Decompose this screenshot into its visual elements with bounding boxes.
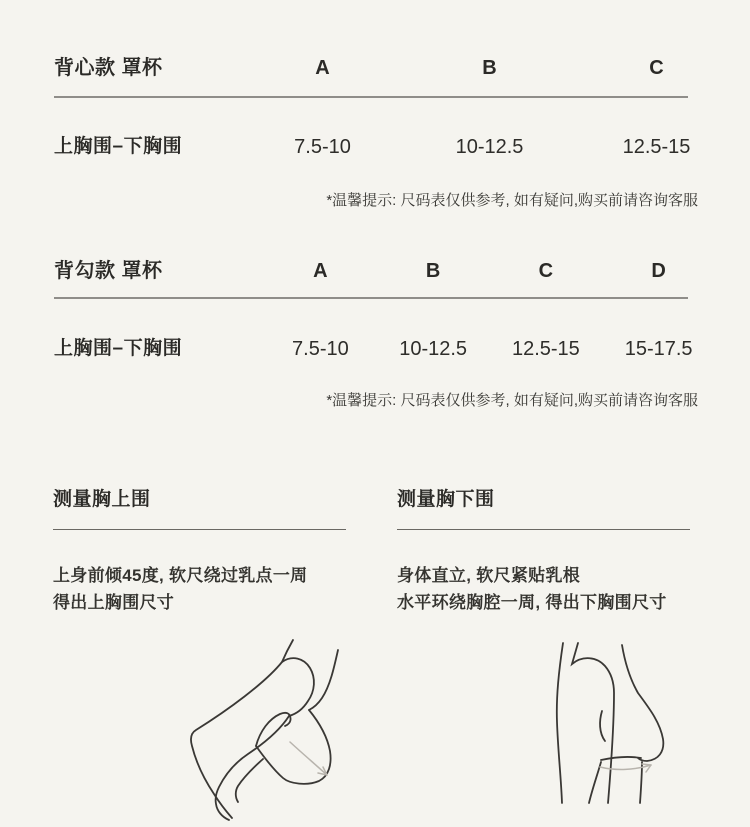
hook-value-d: 15-17.5 — [624, 338, 693, 360]
hook-value-c: 12.5-15 — [511, 338, 580, 360]
hook-table-note: *温馨提示: 尺码表仅供参考, 如有疑问,购买前请咨询客服 — [326, 392, 698, 409]
vest-row-label: 上胸围–下胸围 — [54, 136, 183, 157]
vest-col-a: A — [315, 57, 330, 79]
hook-col-b: B — [425, 260, 441, 282]
vest-value-a: 7.5-10 — [294, 136, 351, 158]
hook-table-divider — [54, 297, 688, 299]
vest-value-c: 12.5-15 — [622, 136, 691, 158]
under-bust-guide-title: 测量胸下围 — [397, 489, 495, 510]
vest-table-header-row — [54, 57, 740, 79]
hook-table-header-row — [54, 260, 715, 282]
upper-bust-guide-text — [53, 562, 383, 616]
vest-table-title: 背心款 罩杯 — [54, 57, 163, 79]
upper-bust-guide-line-2: 得出上胸围尺寸 — [53, 593, 175, 612]
hook-table-data-row — [54, 338, 715, 360]
vest-col-c: C — [649, 57, 664, 79]
vest-col-b: B — [482, 57, 497, 79]
vest-table-note: *温馨提示: 尺码表仅供参考, 如有疑问,购买前请咨询客服 — [326, 192, 698, 209]
vest-table-divider — [54, 96, 688, 98]
hook-col-c: C — [538, 260, 554, 282]
under-bust-guide-line-2: 水平环绕胸腔一周, 得出下胸围尺寸 — [397, 593, 667, 612]
vest-value-b: 10-12.5 — [455, 136, 524, 158]
vest-table-data-row — [54, 136, 740, 158]
hook-table-title: 背勾款 罩杯 — [54, 260, 163, 282]
hook-value-b: 10-12.5 — [399, 338, 468, 360]
upright-torso-illustration — [551, 640, 673, 827]
under-bust-guide-text — [397, 562, 737, 616]
hook-col-a: A — [313, 260, 328, 282]
under-bust-guide-divider — [397, 529, 690, 530]
under-bust-guide-line-1: 身体直立, 软尺紧贴乳根 — [397, 566, 581, 585]
hook-row-label: 上胸围–下胸围 — [54, 338, 183, 359]
upper-bust-guide-divider — [53, 529, 346, 530]
upper-bust-guide-title: 测量胸上围 — [53, 489, 151, 510]
upper-bust-guide-line-1: 上身前倾45度, 软尺绕过乳点一周 — [53, 566, 308, 585]
hook-col-d: D — [651, 260, 666, 282]
hook-value-a: 7.5-10 — [292, 338, 349, 360]
leaning-torso-illustration — [180, 638, 345, 827]
